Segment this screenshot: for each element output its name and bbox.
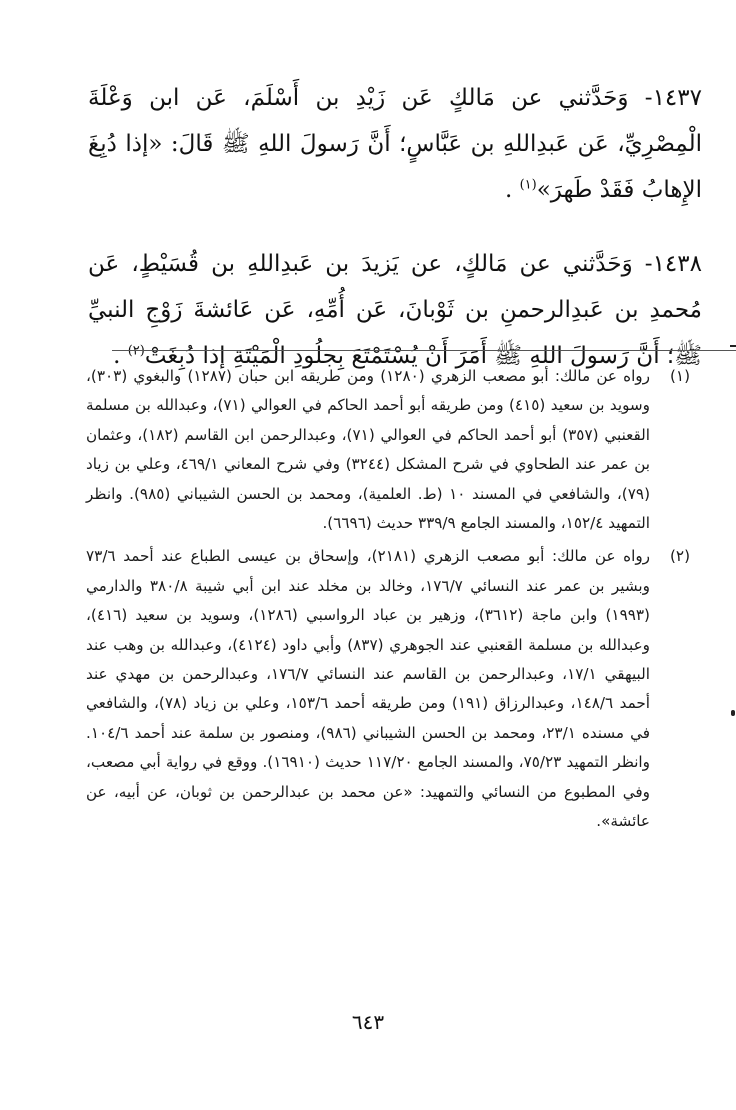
footnote-label: (٢) xyxy=(669,547,690,566)
footnote-label: (١) xyxy=(669,367,690,385)
hadith-1438 xyxy=(88,241,702,379)
footnote-text: رواه عن مالك: أبو مصعب الزهري (١٢٨٠) ومن طريقه ابن حبان (١٢٨٧) والبغوي (٣٠٣)، وسويد بن سعيد (٤١٥) ومن طريقه أبو أحمد الحاكم في العوالي (٧١)، وعبدالله بن مسلمة القعنبي (٣٥٧) أبو أحمد الحاكم في العوالي (٧١)، وعبدالرحمن ابن القاسم (١٨٢)، وعثمان بن عمر عند الطحاوي في شرح المشكل (٣٢٤٤) وفي شرح المعاني ٤٦٩/١، وعلي بن زياد (٧٩)، والشافعي في المسند ١٠ (ط. العلمية)، ومحمد بن الحسن الشيباني (٩٨٥). وانظر التمهيد ١٥٢/٤، والمسند الجامع ٣٣٩/٩ حديث (٦٦٩٦). xyxy=(86,367,651,533)
footnote-separator xyxy=(112,350,736,351)
scan-edge-mark xyxy=(730,345,736,347)
hadith-end: . xyxy=(113,343,128,369)
footnote-reference: (٢) xyxy=(127,343,145,359)
footnote-1 xyxy=(86,362,690,538)
hadith-text: وَحَدَّثني عن مَالكٍ، عن يَزيدَ بن عَبدِاللهِ بن قُسَيْطٍ، عَن مُحمدِ بن عَبدِالرحمنِ بن ثَوْبانَ، عَن أُمِّهِ، عَن عَائشةَ زَوْجِ النبيِّ ﷺ؛ أَنَّ رَسولَ اللهِ ﷺ أَمَرَ أَنْ يُسْتَمْتَعَ بِجلُودِ الْمَيْتَةِ إذا دُبِغَتْ xyxy=(88,251,702,369)
hadith-1437 xyxy=(88,75,702,213)
footnote-2 xyxy=(86,542,690,836)
footnotes xyxy=(86,362,690,837)
page-number: ٦٤٣ xyxy=(351,1010,385,1034)
footnote-reference: (١) xyxy=(519,177,537,193)
hadith-number: ١٤٣٧- xyxy=(644,85,702,111)
hadith-text: وَحَدَّثني عن مَالكٍ عَن زَيْدِ بن أَسْلَمَ، عَن ابن وَعْلَةَ الْمِصْرِيِّ، عَن عَبدِاللهِ بن عَبَّاسٍ؛ أَنَّ رَسولَ اللهِ ﷺ قَالَ: «إذا دُبِغَ الإِهابُ فَقَدْ طَهرَ» xyxy=(88,85,702,203)
hadith-number: ١٤٣٨- xyxy=(644,251,702,277)
footnote-text: رواه عن مالك: أبو مصعب الزهري (٢١٨١)، وإسحاق بن عيسى الطباع عند أحمد ٧٣/٦ وبشير بن عمر عند النسائي ١٧٦/٧، وخالد بن مخلد عند ابن أبي شيبة ٣٨٠/٨ والدارمي (١٩٩٣) وابن ماجة (٣٦١٢)، وزهير بن عباد الرواسبي (١٢٨٦)، وسويد بن سعيد (٤١٦)، وعبدالله بن مسلمة القعنبي عند الجوهري (٨٣٧) وأبي داود (٤١٢٤)، وعبدالله بن وهب عند البيهقي ١٧/١، وعبدالرحمن بن القاسم عند النسائي ١٧٦/٧، وعبدالرحمن بن مهدي عند أحمد ١٤٨/٦، وعبدالرزاق (١٩١) ومن طريقه أحمد ١٥٣/٦، وعلي بن زياد (٧٨)، والشافعي في مسنده ٢٣/١، ومحمد بن الحسن الشيباني (٩٨٦)، ومنصور بن سلمة عند أحمد ١٠٤/٦. وانظر التمهيد ٧٥/٢٣، والمسند الجامع ١١٧/٢٠ حديث (١٦٩١٠). ووقع في رواية أبي مصعب، وفي المطبوع من النسائي والتمهيد: «عن محمد بن عبدالرحمن بن ثوبان، عن أبيه، عن عائشة». xyxy=(86,547,650,831)
scan-edge-mark xyxy=(731,710,735,716)
hadith-end: . xyxy=(504,177,520,203)
